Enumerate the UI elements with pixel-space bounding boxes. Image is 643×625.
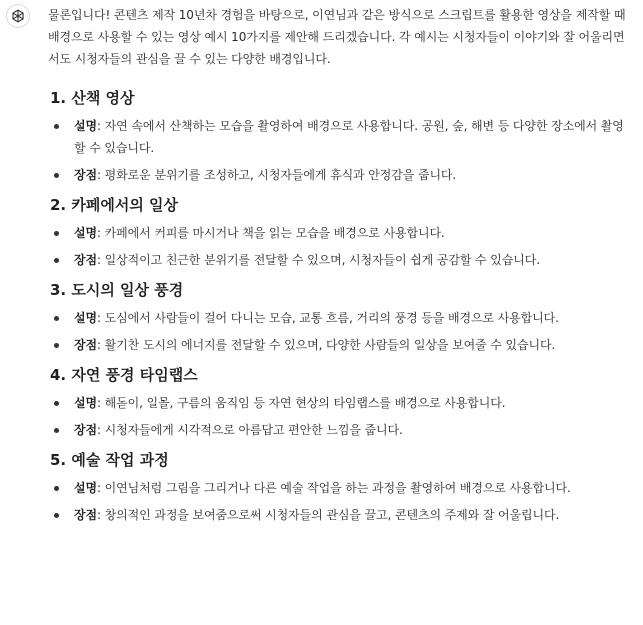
list-item [48, 334, 632, 356]
list-item [48, 249, 632, 271]
item-text: : 해돋이, 일몰, 구름의 움직임 등 자연 현상의 타임랩스를 배경으로 사용합니다. [96, 396, 506, 410]
bullet-dot-icon [54, 513, 59, 518]
item-text: : 도심에서 사람들이 걸어 다니는 모습, 교통 흐름, 거리의 풍경 등을 배경으로 사용합니다. [96, 311, 559, 325]
section-title: 5. 예술 작업 과정 [50, 451, 169, 469]
list-item [48, 504, 632, 526]
bullet-list [48, 477, 632, 526]
item-label: 설명 [74, 119, 97, 133]
assistant-message [48, 4, 632, 535]
sections-container [48, 88, 632, 526]
item-text: : 시청자들에게 시각적으로 아름답고 편안한 느낌을 줍니다. [96, 423, 403, 437]
list-item [48, 222, 632, 244]
intro-paragraph: 물론입니다! 콘텐츠 제작 10년차 경험을 바탕으로, 이연님과 같은 방식으로 스크립트를 활용한 영상을 제작할 때 배경으로 사용할 수 있는 영상 예시 10가지를 제안해 드리겠습니다. 각 예시는 시청자들이 이야기와 잘 어울리면서도 시청자들의 관심을 끌 수 있는 다양한 배경입니다. [48, 8, 626, 66]
item-text: : 활기찬 도시의 에너지를 전달할 수 있으며, 다양한 사람들의 일상을 보여줄 수 있습니다. [96, 338, 556, 352]
list-item [48, 392, 632, 414]
item-text: : 이연님처럼 그림을 그리거나 다른 예술 작업을 하는 과정을 촬영하여 배경으로 사용합니다. [96, 481, 571, 495]
assistant-avatar [6, 4, 30, 28]
section-title: 2. 카페에서의 일상 [50, 196, 179, 214]
item-label: 장점 [74, 168, 97, 182]
bullet-dot-icon [54, 231, 59, 236]
item-label: 장점 [74, 253, 97, 267]
item-label: 장점 [74, 423, 97, 437]
item-text: : 창의적인 과정을 보여줌으로써 시청자들의 관심을 끌고, 콘텐츠의 주제와 잘 어울립니다. [96, 508, 560, 522]
bullet-list [48, 222, 632, 271]
item-text: : 일상적이고 친근한 분위기를 전달할 수 있으며, 시청자들이 쉽게 공감할 수 있습니다. [96, 253, 540, 267]
item-text: : 자연 속에서 산책하는 모습을 촬영하여 배경으로 사용합니다. 공원, 숲, 해변 등 다양한 장소에서 촬영할 수 있습니다. [74, 119, 624, 155]
section-title: 3. 도시의 일상 풍경 [50, 281, 184, 299]
bullet-dot-icon [54, 258, 59, 263]
bullet-dot-icon [54, 486, 59, 491]
list-item [48, 164, 632, 186]
list-item [48, 115, 632, 159]
item-label: 장점 [74, 338, 97, 352]
list-item [48, 477, 632, 499]
item-label: 설명 [74, 396, 97, 410]
bullet-dot-icon [54, 173, 59, 178]
openai-logo-icon [10, 8, 26, 24]
bullet-list [48, 307, 632, 356]
list-item [48, 307, 632, 329]
section-title: 1. 산책 영상 [50, 89, 135, 107]
bullet-dot-icon [54, 343, 59, 348]
item-label: 설명 [74, 226, 97, 240]
item-text: : 평화로운 분위기를 조성하고, 시청자들에게 휴식과 안정감을 줍니다. [96, 168, 457, 182]
bullet-dot-icon [54, 401, 59, 406]
section-title: 4. 자연 풍경 타임랩스 [50, 366, 198, 384]
bullet-list [48, 392, 632, 441]
list-item [48, 419, 632, 441]
item-text: : 카페에서 커피를 마시거나 책을 읽는 모습을 배경으로 사용합니다. [96, 226, 445, 240]
item-label: 장점 [74, 508, 97, 522]
item-label: 설명 [74, 311, 97, 325]
item-label: 설명 [74, 481, 97, 495]
bullet-dot-icon [54, 428, 59, 433]
bullet-dot-icon [54, 124, 59, 129]
bullet-dot-icon [54, 316, 59, 321]
bullet-list [48, 115, 632, 186]
